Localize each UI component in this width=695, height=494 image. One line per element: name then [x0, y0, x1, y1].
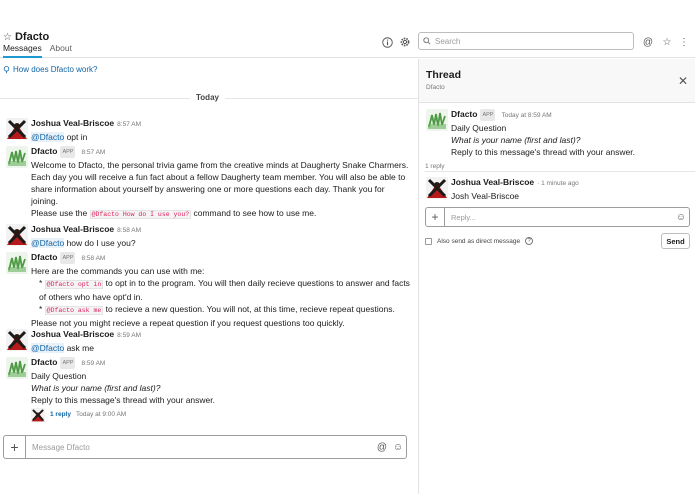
message-text: Reply to this message's thread with your answer.	[31, 395, 215, 405]
mention-link[interactable]: @Dfacto	[31, 343, 65, 353]
avatar[interactable]	[426, 177, 448, 199]
tab-about[interactable]: About	[49, 43, 72, 53]
reply-divider	[425, 171, 695, 172]
message-time[interactable]: 8:59 AM	[117, 332, 142, 339]
thread-replies-summary[interactable]	[31, 408, 412, 422]
message-pane	[0, 59, 418, 494]
message-sender[interactable]: Dfacto	[31, 146, 58, 156]
message-heading: Daily Question	[31, 371, 87, 381]
also-send-checkbox[interactable]	[425, 238, 432, 245]
tab-messages[interactable]: Messages	[3, 43, 42, 58]
channel-tabs	[3, 43, 72, 58]
day-divider-label: Today	[190, 93, 225, 102]
channel-title[interactable]	[3, 31, 49, 43]
bot-avatar[interactable]	[426, 109, 448, 131]
message-time[interactable]: 8:58 AM	[117, 227, 142, 234]
message-heading: Daily Question	[451, 123, 507, 133]
message-input-placeholder[interactable]: Message Dfacto	[32, 442, 90, 452]
plus-icon[interactable]: +	[426, 208, 445, 226]
message-text: Reply to this message's thread with your answer.	[451, 147, 635, 157]
close-icon[interactable]: ✕	[677, 74, 688, 88]
more-vertical-icon[interactable]: ⋮	[679, 36, 689, 48]
bot-avatar[interactable]	[6, 252, 28, 274]
message-text: Please not you might recieve a repeat question if you request questions too quickly.	[31, 318, 345, 328]
message-time[interactable]: 8:57 AM	[117, 121, 142, 128]
thread-subtitle[interactable]: Dfacto	[426, 84, 445, 91]
reply-count-label: 1 reply	[425, 163, 445, 170]
lightbulb-icon	[3, 66, 10, 74]
app-badge: APP	[60, 146, 75, 158]
at-icon[interactable]: @	[376, 441, 388, 453]
thread-header	[419, 59, 695, 103]
thread-pane	[418, 59, 695, 494]
inline-code: @Dfacto opt in	[46, 281, 102, 288]
message-sender[interactable]: Dfacto	[31, 357, 58, 367]
message-composer[interactable]	[3, 435, 407, 459]
message-sender[interactable]: Joshua Veal-Briscoe	[451, 177, 535, 187]
message-text: @Dfacto opt in	[31, 132, 88, 142]
message-time[interactable]: 8:59 AM	[81, 360, 106, 367]
avatar[interactable]	[6, 224, 28, 246]
message-sender[interactable]: Dfacto	[31, 252, 58, 262]
send-button[interactable]: Send	[661, 233, 690, 249]
also-send-option[interactable]	[425, 237, 533, 245]
avatar[interactable]	[6, 329, 28, 351]
message-time[interactable]: · 1 minute ago	[537, 180, 579, 187]
channel-header	[0, 0, 695, 58]
question-text: What is your name (first and last)?	[31, 383, 161, 393]
emoji-icon[interactable]: ☺	[392, 441, 404, 453]
thread-title: Thread	[426, 69, 462, 81]
search-icon	[423, 37, 431, 45]
info-icon[interactable]	[381, 36, 393, 48]
star-outline-icon[interactable]: ☆	[3, 31, 12, 43]
search-placeholder: Search	[435, 36, 461, 46]
star-icon[interactable]: ☆	[662, 36, 672, 48]
message-time[interactable]: 8:58 AM	[81, 255, 106, 262]
app-badge: APP	[60, 252, 75, 264]
message-text: @Dfacto how do I use you?	[31, 238, 136, 248]
bot-avatar[interactable]	[6, 146, 28, 168]
gear-icon[interactable]	[399, 36, 411, 48]
message-text: Please use the @Dfacto How do I use you? command to see how to use me.	[31, 208, 317, 218]
command-bullet: * @Dfacto opt in to opt in to the program. You will then daily recieve questions to answer and facts of others who have opt'd in.	[39, 278, 410, 302]
reply-composer[interactable]	[425, 207, 690, 227]
also-send-label: Also send as direct message	[437, 237, 521, 245]
reply-count-link[interactable]: 1 reply	[50, 411, 71, 418]
avatar[interactable]	[6, 118, 28, 140]
search-input[interactable]	[418, 32, 634, 50]
mention-link[interactable]: @Dfacto	[31, 132, 65, 142]
message-text: Here are the commands you can use with me:	[31, 266, 205, 276]
message-text: @Dfacto ask me	[31, 343, 94, 353]
question-text: What is your name (first and last)?	[451, 135, 581, 145]
plus-icon[interactable]: +	[4, 436, 26, 458]
inline-code: @Dfacto How do I use you?	[91, 211, 190, 218]
app-badge: APP	[60, 357, 75, 369]
how-does-it-work-link[interactable]: How does Dfacto work?	[3, 65, 97, 74]
channel-name: Dfacto	[14, 31, 50, 43]
bot-avatar[interactable]	[6, 357, 28, 379]
reply-time: Today at 9:00 AM	[75, 411, 127, 418]
message-text: Welcome to Dfacto, the personal trivia game from the creative minds at Daugherty Snake Charmers. Each day you will receive a fun fact about a fellow Daugherty team member. You will also be able to share information about yourself by answering one or more questions each day. Thank you for joining.	[31, 160, 409, 206]
replier-avatar	[31, 408, 45, 422]
help-icon[interactable]: ?	[525, 237, 533, 245]
message-sender[interactable]: Joshua Veal-Briscoe	[31, 329, 115, 339]
app-badge: APP	[480, 109, 495, 121]
message-time[interactable]: 8:57 AM	[81, 149, 106, 156]
inline-code: @Dfacto ask me	[46, 307, 102, 314]
message-sender[interactable]: Dfacto	[451, 109, 478, 119]
mention-link[interactable]: @Dfacto	[31, 238, 65, 248]
command-bullet: * @Dfacto ask me to recieve a new question. You will not, at this time, recieve repeat questions.	[39, 304, 395, 314]
emoji-icon[interactable]: ☺	[675, 211, 687, 223]
message-sender[interactable]: Joshua Veal-Briscoe	[31, 118, 115, 128]
reply-input-placeholder[interactable]: Reply...	[451, 212, 476, 222]
message-time[interactable]: Today at 8:59 AM	[501, 112, 552, 119]
message-sender[interactable]: Joshua Veal-Briscoe	[31, 224, 115, 234]
message-text: Josh Veal-Briscoe	[451, 191, 520, 201]
at-icon[interactable]: @	[642, 36, 654, 48]
